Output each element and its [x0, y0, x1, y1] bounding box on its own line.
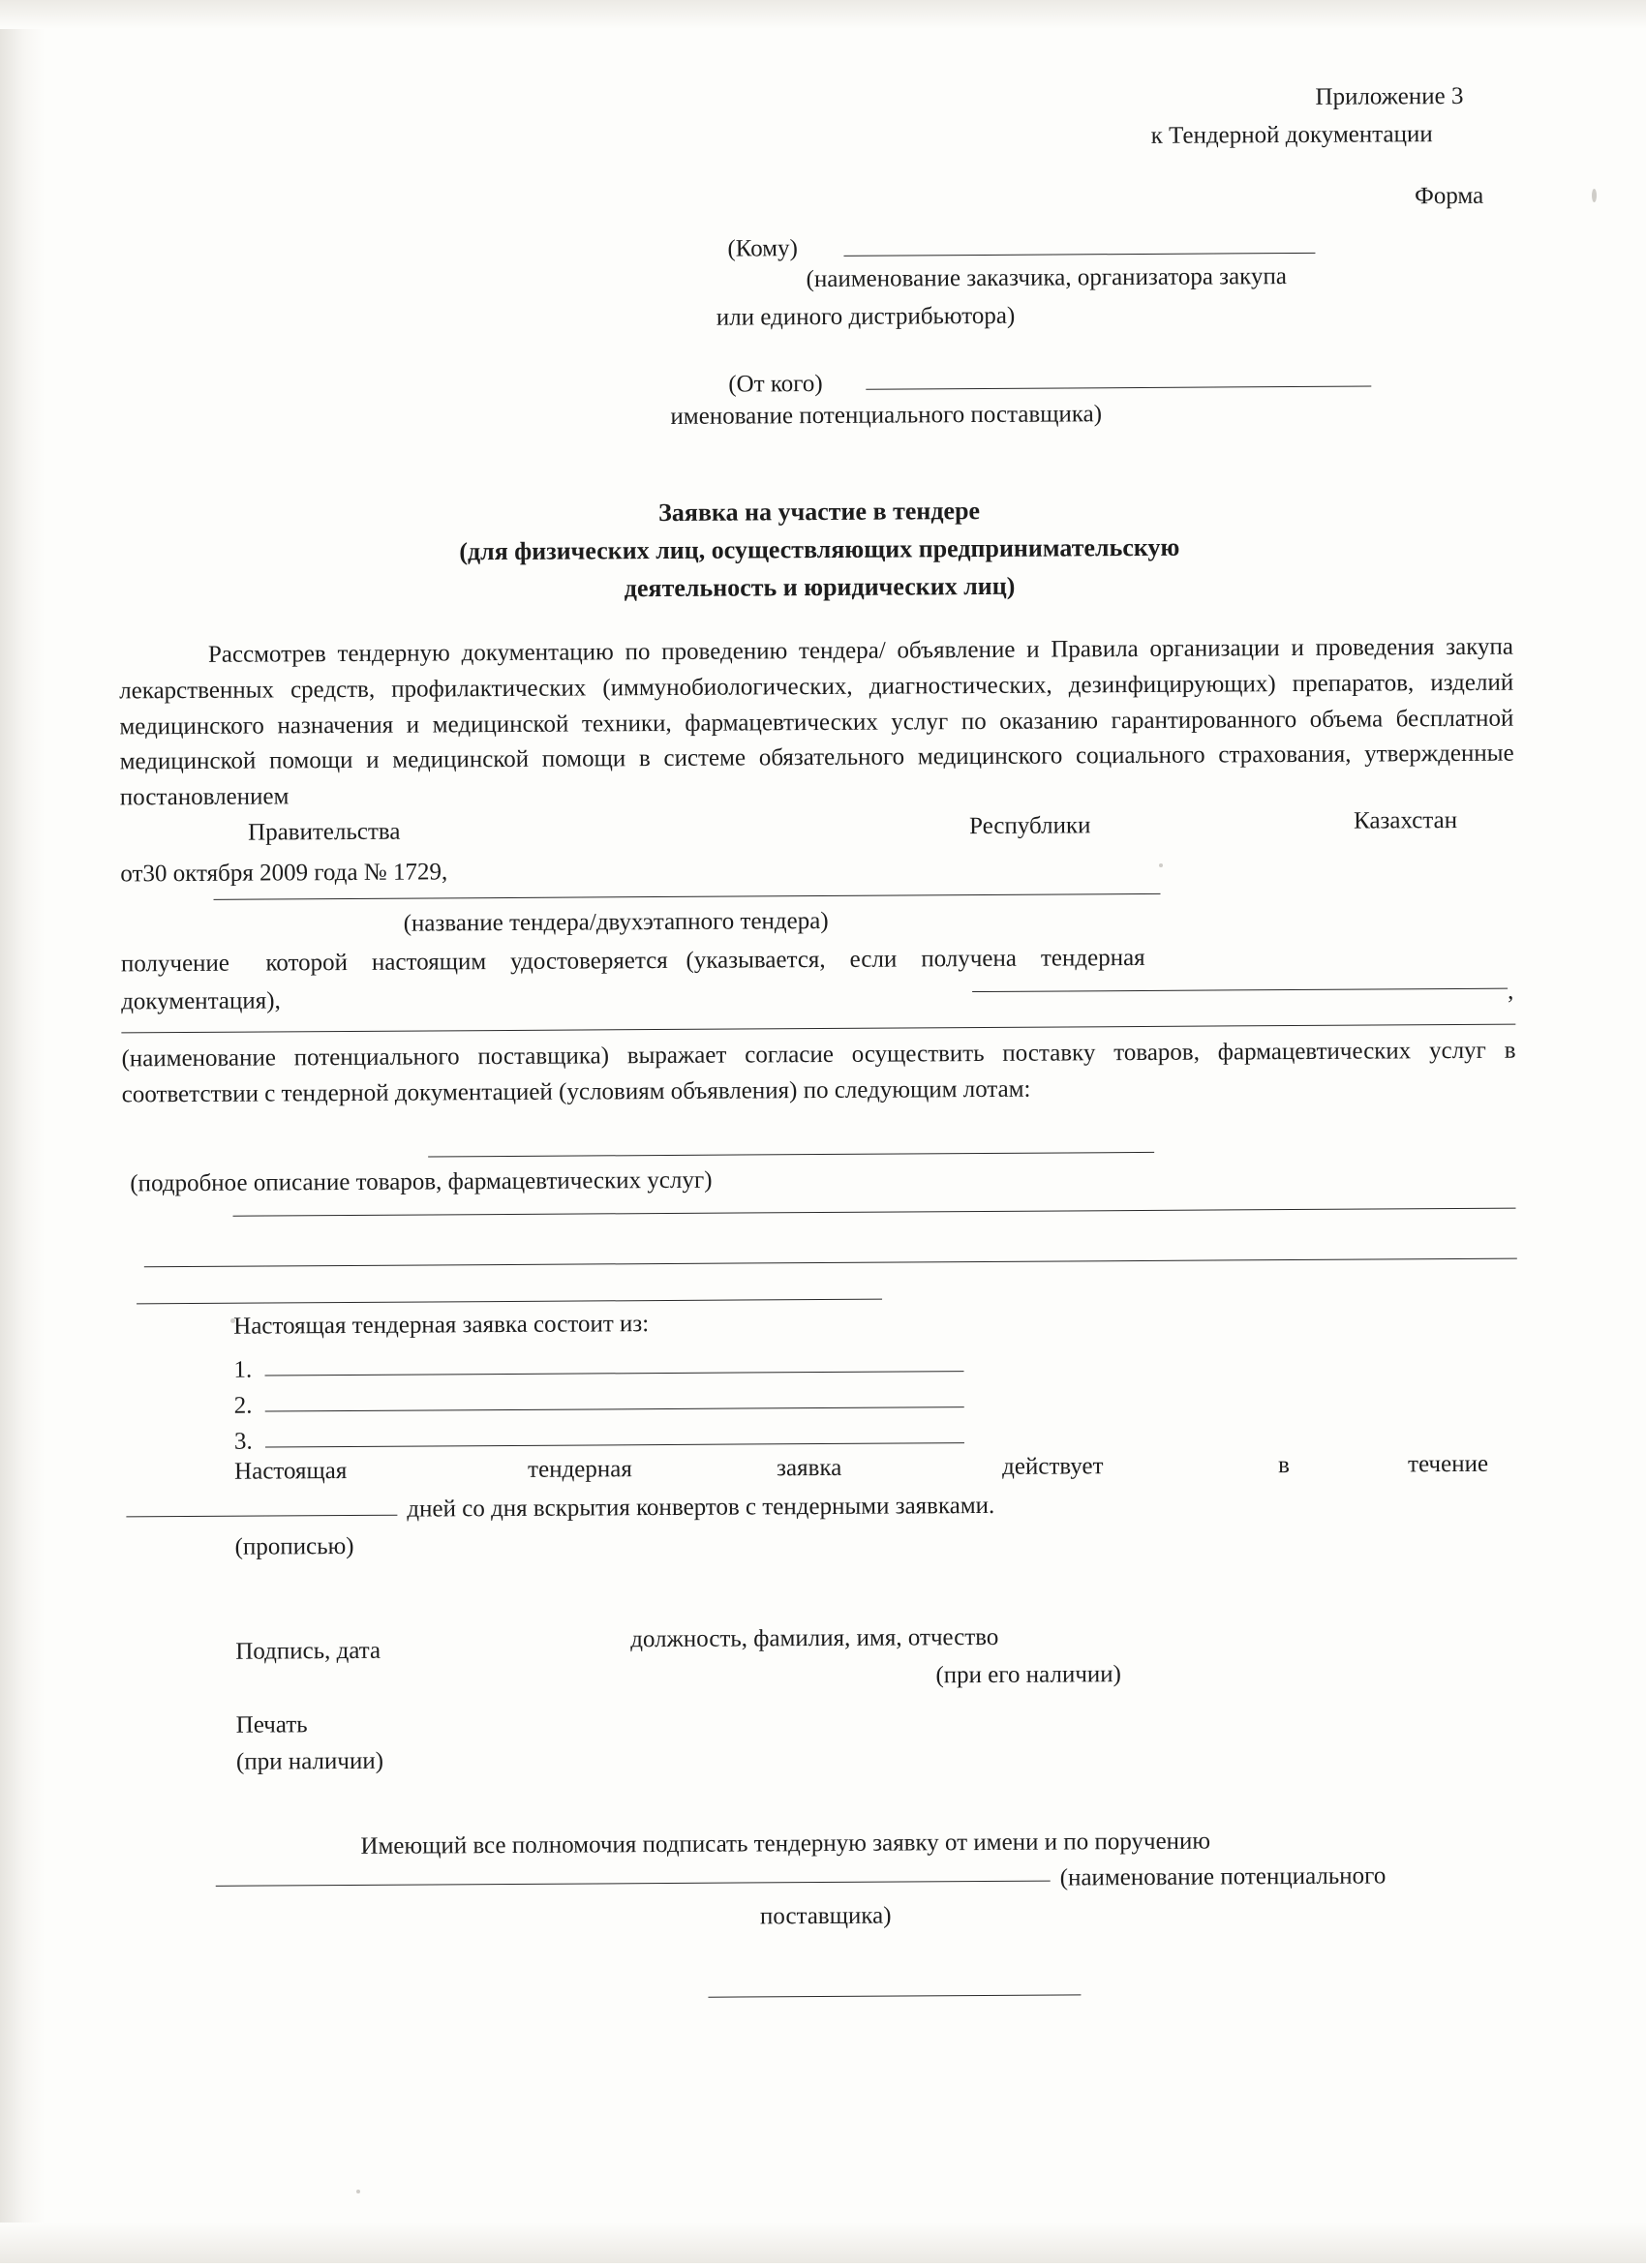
list-item-1-line[interactable]	[265, 1371, 964, 1376]
position-fullname-label: должность, фамилия, имя, отчество	[630, 1623, 999, 1653]
form-label: Форма	[1415, 182, 1484, 210]
authority-supplier-hint-2: поставщика)	[759, 1902, 892, 1930]
document-title-line-1: Заявка на участие в тендере	[658, 496, 981, 528]
lots-blank-line-3[interactable]	[137, 1299, 882, 1305]
receipt-comma: ,	[1508, 978, 1514, 1005]
appendix-number: Приложение 3	[1315, 82, 1464, 110]
intro-paragraph: Рассмотрев тендерную документацию по проведению тендера/ объявление и Правила организации и проведения закупа лекарственных средств, профилактических (иммунобиологических, диагностических, дезинфицирующих) препаратов, изделий медицинского назначения и медицинской техники, фармацевтических услуг по оказанию гарантированного объема бесплатной медицинской помощи и медицинской помощи в системе обязательного медицинского социального страхования, утвержденные постановлением	[119, 633, 1514, 811]
list-item-3-number: 3.	[233, 1428, 253, 1455]
lots-blank-line-2[interactable]	[144, 1258, 1517, 1268]
to-hint-line-1: (наименование заказчика, организатора закупа	[806, 263, 1287, 293]
validity-tail-text: дней со дня вскрытия конвертов с тендерными заявками.	[407, 1492, 995, 1523]
lots-blank-line-1[interactable]	[233, 1208, 1516, 1217]
document-title-line-2: (для физических лиц, осуществляющих предпринимательскую	[459, 532, 1180, 566]
to-label: (Кому)	[727, 235, 798, 262]
validity-word-6: течение	[1408, 1450, 1489, 1478]
receipt-paragraph-line-1: получение которой настоящим удостоверяется (указывается, если получена тендерная	[120, 944, 1145, 978]
authority-supplier-line[interactable]	[216, 1881, 1051, 1887]
consists-of-label: Настоящая тендерная заявка состоит из:	[233, 1311, 650, 1340]
stamp-label: Печать	[235, 1711, 308, 1739]
validity-word-3: заявка	[777, 1454, 842, 1482]
validity-word-2: тендерная	[528, 1456, 632, 1483]
supplier-name-line[interactable]	[121, 1024, 1515, 1034]
from-field-line[interactable]	[866, 386, 1371, 390]
government-word-2: Республики	[968, 812, 1091, 840]
decree-date: от30 октября 2009 года № 1729,	[120, 859, 448, 888]
validity-days-line[interactable]	[126, 1515, 397, 1518]
tender-name-hint: (название тендера/двухэтапного тендера)	[403, 907, 829, 937]
list-item-1-number: 1.	[233, 1356, 253, 1383]
government-word-3: Казахстан	[1353, 806, 1458, 834]
list-item-3-line[interactable]	[265, 1442, 964, 1447]
final-signature-line[interactable]	[708, 1994, 1081, 1997]
validity-word-4: действует	[1002, 1453, 1104, 1480]
government-word-1: Правительства	[248, 818, 401, 846]
if-available-note: (при его наличии)	[935, 1661, 1122, 1689]
validity-word-1: Настоящая	[234, 1458, 348, 1485]
to-field-line[interactable]	[843, 253, 1315, 257]
list-item-2-line[interactable]	[265, 1406, 964, 1411]
appendix-reference: к Тендерной документации	[1150, 121, 1433, 149]
from-label: (От кого)	[728, 370, 823, 398]
from-hint: именование потенциального поставщика)	[670, 401, 1103, 430]
in-words-hint: (прописью)	[234, 1532, 354, 1560]
signature-date-label: Подпись, дата	[235, 1637, 381, 1665]
document-title-line-3: деятельность и юридических лиц)	[624, 571, 1016, 603]
supplier-consent-paragraph: (наименование потенциального поставщика) выражает согласие осуществить поставку товаров, фармацевтических услуг в соответствии с тендерной документацией (условиям объявления) по следующим лотам:	[121, 1037, 1516, 1108]
lots-description-hint: (подробное описание товаров, фармацевтических услуг)	[130, 1166, 713, 1197]
authority-supplier-hint: (наименование потенциального	[1059, 1862, 1387, 1891]
list-item-2-number: 2.	[233, 1392, 253, 1419]
stamp-if-available-note: (при наличии)	[235, 1747, 384, 1775]
validity-word-5: в	[1278, 1452, 1291, 1479]
lots-description-line[interactable]	[428, 1152, 1154, 1158]
authority-statement: Имеющий все полномочия подписать тендерную заявку от имени и по поручению	[360, 1828, 1211, 1860]
receipt-paragraph-line-2: документация),	[121, 987, 281, 1015]
tender-name-line[interactable]	[214, 893, 1161, 900]
receipt-field-line[interactable]	[972, 988, 1508, 992]
to-hint-line-2: или единого дистрибьютора)	[716, 302, 1016, 331]
